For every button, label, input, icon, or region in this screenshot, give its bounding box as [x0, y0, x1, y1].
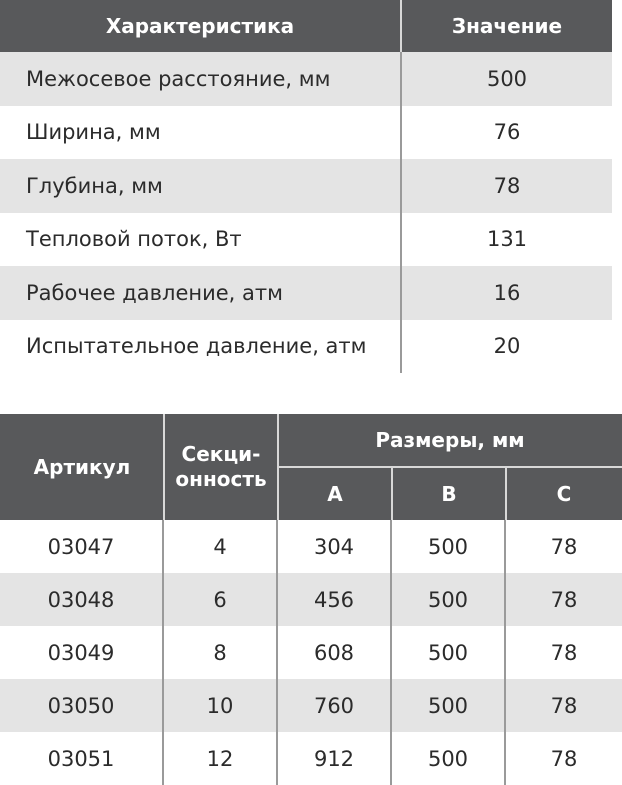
- articles-header: [0, 414, 622, 520]
- cell-article: 03049: [0, 626, 164, 679]
- cell-article: 03047: [0, 520, 164, 573]
- row-label: Испытательное давление, атм: [0, 320, 402, 374]
- cell-a: 304: [278, 520, 392, 573]
- header-value: Значение: [451, 14, 563, 38]
- header-divider: [391, 467, 393, 520]
- row-value: 131: [486, 227, 528, 252]
- cell-b: 500: [392, 732, 506, 785]
- table-row: [0, 266, 612, 320]
- cell-c: 78: [550, 693, 578, 718]
- articles-table: [0, 414, 622, 785]
- cell-c: 78: [550, 640, 578, 665]
- cell-a: 912: [278, 732, 392, 785]
- cell-c: 78: [550, 587, 578, 612]
- cell-article: 03051: [0, 732, 164, 785]
- cell-c: 78: [550, 534, 578, 559]
- cell-c: 78: [550, 746, 578, 771]
- row-value: 78: [493, 173, 521, 198]
- row-label: Глубина, мм: [0, 159, 402, 213]
- header-divider: [278, 466, 622, 468]
- table-row: [0, 213, 612, 267]
- row-label: Тепловой поток, Вт: [0, 213, 402, 267]
- cell-article: 03050: [0, 679, 164, 732]
- cell-a: 760: [278, 679, 392, 732]
- header-dimensions: Размеры, мм: [375, 427, 525, 452]
- cell-b: 500: [392, 626, 506, 679]
- cell-sections: 4: [164, 520, 278, 573]
- row-label: Межосевое расстояние, мм: [0, 52, 402, 106]
- header-sections-line1: Секци-: [181, 442, 261, 466]
- table-row: [0, 159, 612, 213]
- cell-sections: 6: [164, 573, 278, 626]
- header-divider: [163, 414, 165, 520]
- cell-b: 500: [392, 573, 506, 626]
- row-value: 20: [493, 334, 521, 359]
- header-divider: [505, 467, 507, 520]
- header-characteristic: Характеристика: [0, 0, 402, 52]
- cell-a: 456: [278, 573, 392, 626]
- table-row: [0, 520, 622, 573]
- header-dim-a: А: [327, 481, 343, 506]
- cell-article: 03048: [0, 573, 164, 626]
- table-row: [0, 52, 612, 106]
- table-row: [0, 320, 612, 374]
- cell-b: 500: [392, 679, 506, 732]
- header-sections: [164, 414, 278, 520]
- table-row: [0, 679, 622, 732]
- header-dim-c: С: [556, 481, 572, 506]
- table-row: [0, 573, 622, 626]
- row-label: Рабочее давление, атм: [0, 266, 402, 320]
- cell-sections: 12: [164, 732, 278, 785]
- cell-sections: 10: [164, 679, 278, 732]
- header-sections-line2: онность: [175, 467, 267, 491]
- cell-b: 500: [392, 520, 506, 573]
- table-row: [0, 106, 612, 160]
- table-row: [0, 732, 622, 785]
- cell-a: 608: [278, 626, 392, 679]
- row-value: 16: [493, 280, 521, 305]
- characteristics-table: [0, 0, 612, 373]
- row-value: 76: [493, 120, 521, 145]
- cell-sections: 8: [164, 626, 278, 679]
- characteristics-header-row: [0, 0, 612, 52]
- header-article: Артикул: [33, 454, 131, 479]
- row-value: 500: [486, 66, 528, 91]
- header-dim-b: В: [441, 481, 457, 506]
- table-row: [0, 626, 622, 679]
- row-label: Ширина, мм: [0, 106, 402, 160]
